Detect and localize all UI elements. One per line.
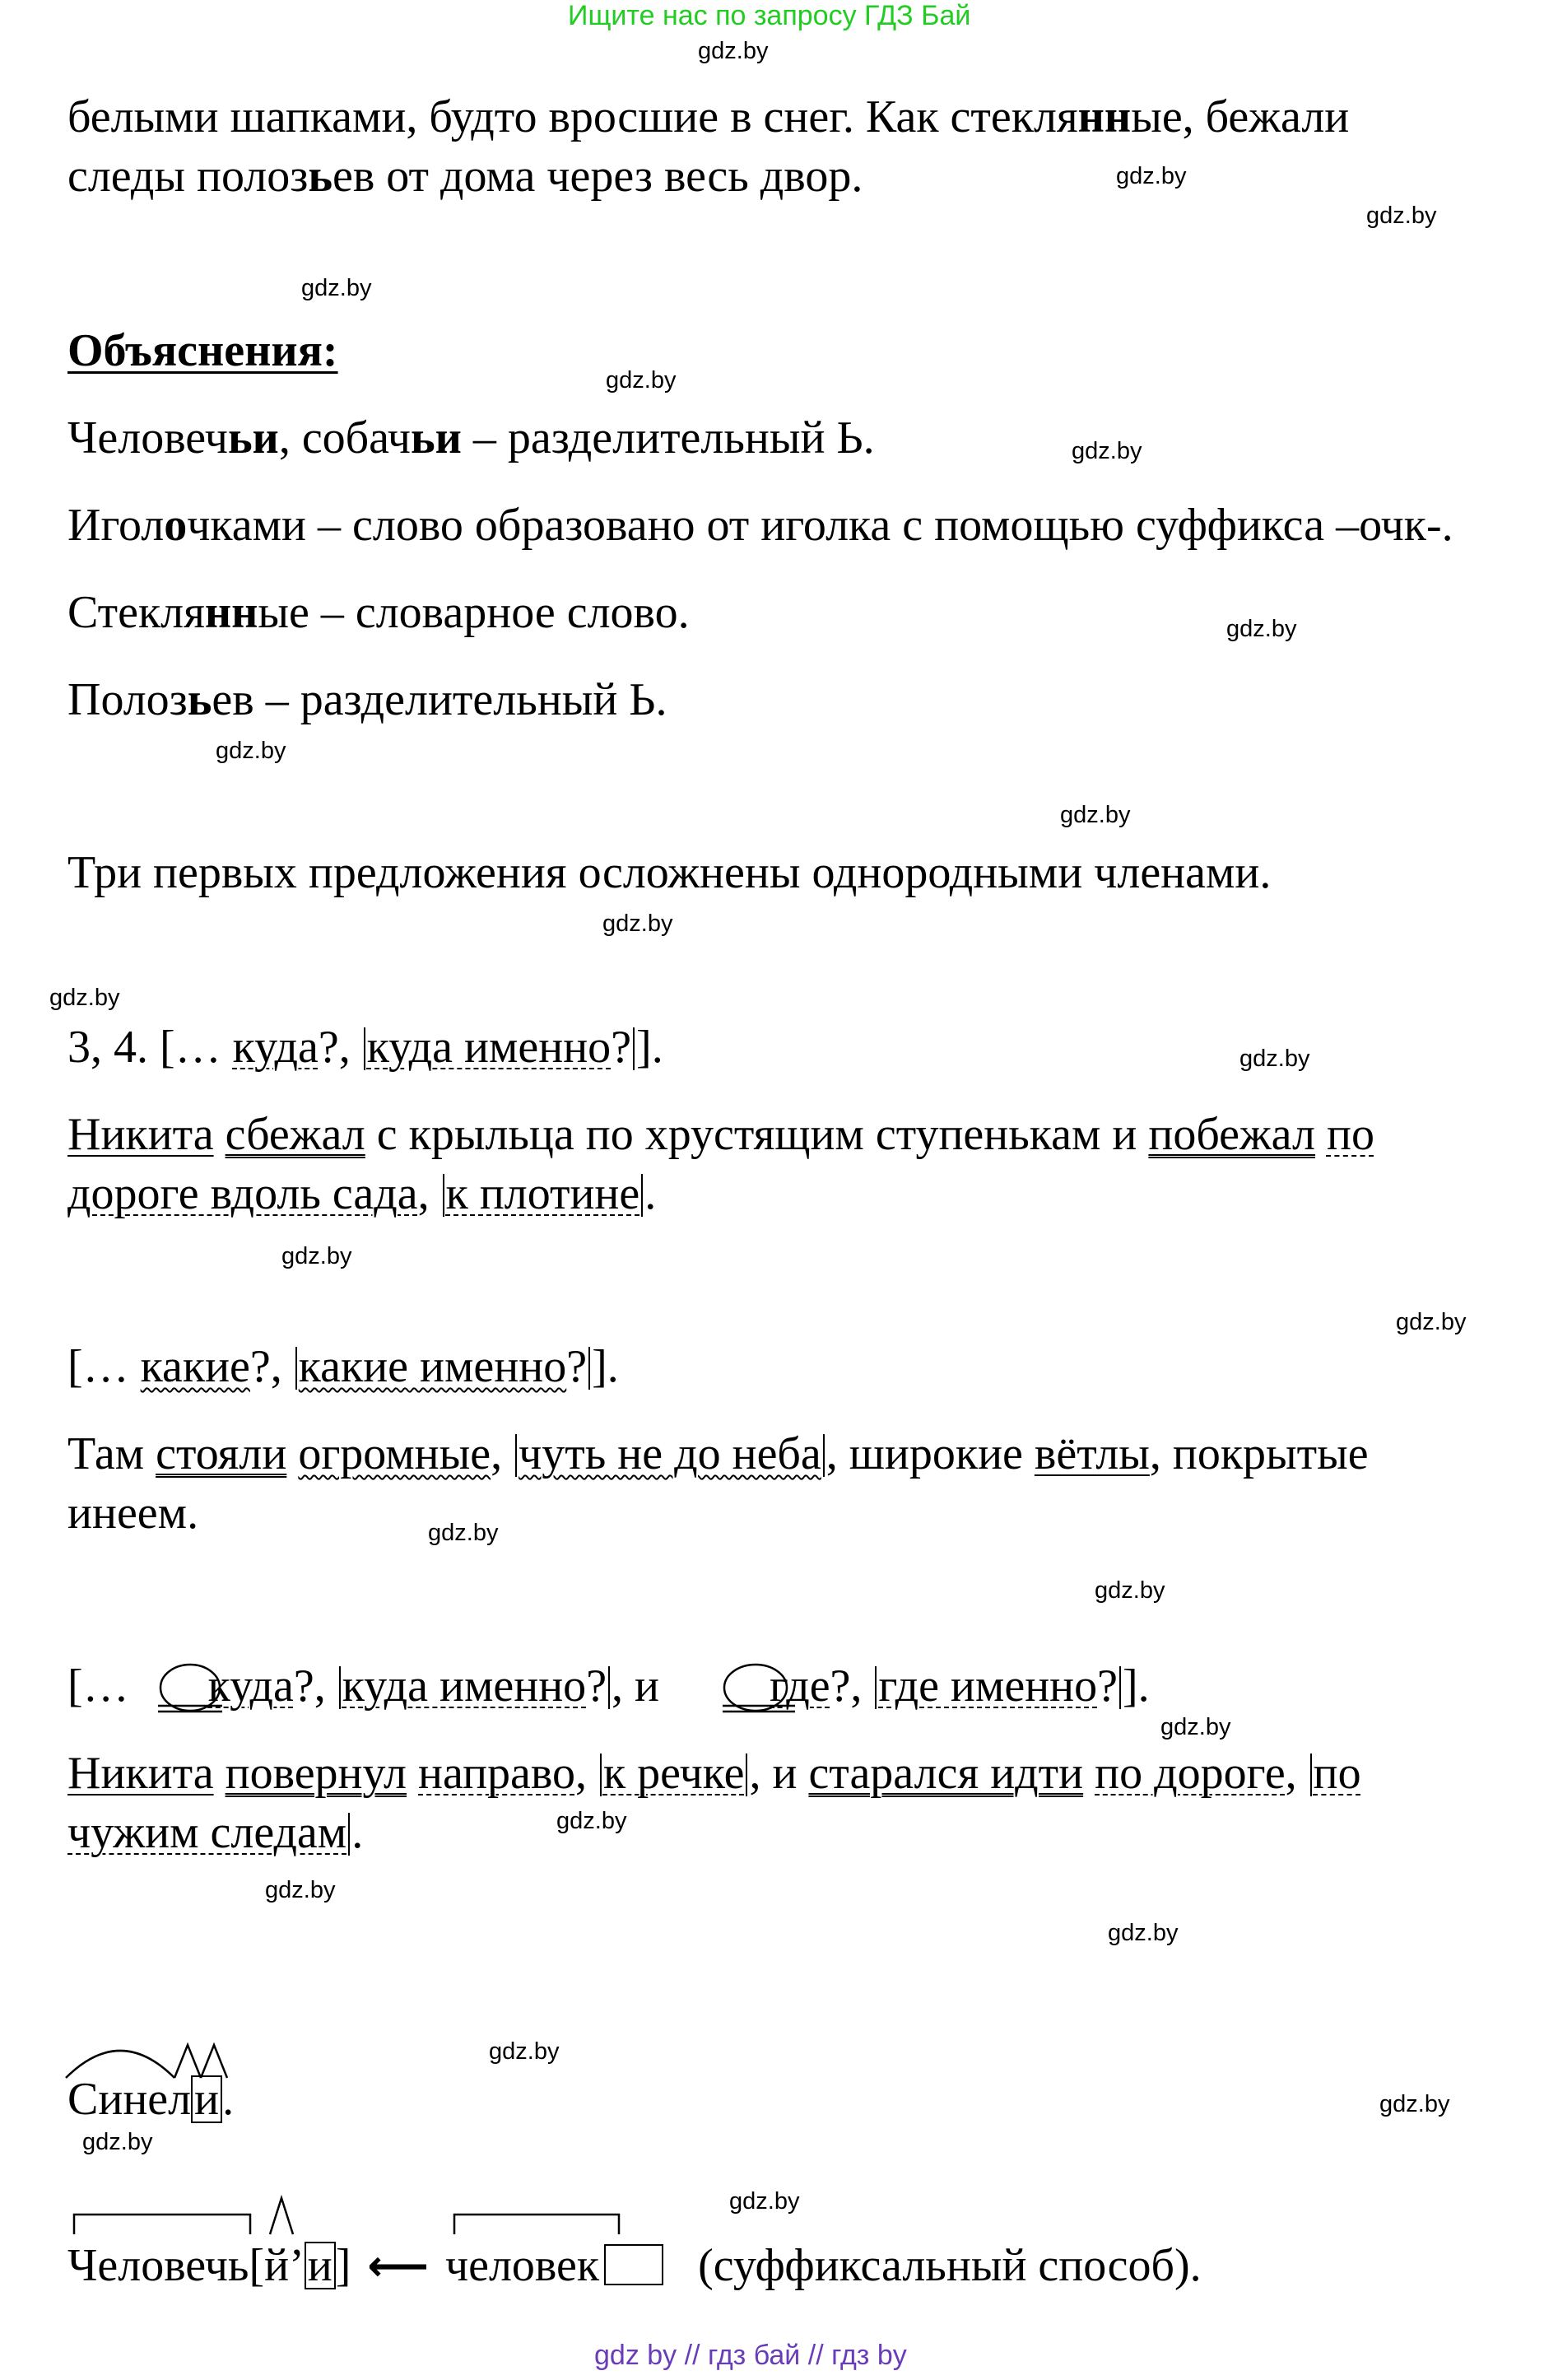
s3-scheme-bar-1 (339, 1666, 341, 1709)
e1-mid: , собач (278, 412, 411, 463)
s1-scheme-bar-open (364, 1027, 365, 1070)
s3-scheme-bar-2 (608, 1666, 610, 1709)
s2-scheme-close: ]. (592, 1341, 619, 1392)
s2-appos-bar-open (515, 1434, 517, 1477)
s2-scheme-q2: какие именно (298, 1341, 567, 1392)
s1-middle: с крыльца по хрустящим ступенькам и (365, 1109, 1149, 1160)
watermark-22: gdz.by (82, 2129, 153, 2155)
e3-pre: Стекля (67, 587, 205, 638)
s3-c2: , и (749, 1748, 809, 1799)
s3-scheme-q3: где (770, 1660, 830, 1712)
morph-2-line (67, 2236, 1202, 2296)
s3-adverb-2: по дороге (1095, 1748, 1286, 1799)
text-line-2-bold: ь (308, 151, 333, 202)
s2-adjective: огромные (298, 1428, 491, 1479)
s3-c1: , (574, 1748, 598, 1799)
s3-verb-2: старался идти (808, 1748, 1084, 1799)
e1-bold-1: ьи (227, 412, 279, 463)
s1-scheme-q2: куда именно (366, 1022, 612, 1073)
s3-scheme (67, 1656, 1150, 1716)
watermark-21: gdz.by (1379, 2091, 1450, 2117)
s2-line-1 (67, 1424, 1369, 1483)
e4-post: ев – разделительный Ь. (212, 674, 667, 725)
s3-c3: , (1285, 1748, 1309, 1799)
s3-scheme-bar-4 (1119, 1666, 1121, 1709)
s3-scheme-end: ]. (1123, 1660, 1150, 1712)
s3-scheme-close: ? (1097, 1660, 1118, 1712)
s3-verb-1: повернул (225, 1748, 407, 1799)
text-line-2 (67, 147, 863, 206)
watermark-16: gdz.by (1160, 1714, 1231, 1740)
watermark-6: gdz.by (1226, 616, 1297, 642)
morph-2-root-bracket (74, 2215, 250, 2234)
e1-bold-2: ьи (410, 412, 462, 463)
explanation-3 (67, 583, 690, 642)
morph-2-bracket-close: ] (335, 2240, 351, 2291)
morph-1-dot: . (222, 2074, 235, 2125)
s2-line-2: инеем. (67, 1488, 199, 1539)
s1-verb-1: сбежал (225, 1109, 365, 1160)
watermark-15: gdz.by (1095, 1577, 1165, 1604)
e2-bold: о (164, 500, 188, 551)
s1-line-2 (67, 1164, 656, 1223)
s3-scheme-mid3: ?, (830, 1660, 874, 1712)
s2-scheme-end: ? (566, 1341, 588, 1392)
watermark-11: gdz.by (1239, 1046, 1310, 1072)
watermark-10: gdz.by (49, 985, 120, 1011)
s1-scheme-close: ]. (636, 1022, 663, 1073)
s2-scheme-mid: ?, (249, 1341, 294, 1392)
watermark-3: gdz.by (301, 275, 372, 301)
s3-scheme-mid1: ?, (293, 1660, 337, 1712)
s1-adverbial-end: дороге вдоль сада (67, 1168, 418, 1219)
s2-apposition: чуть не до неба (519, 1428, 821, 1479)
morph-2-suffix-caret (270, 2198, 293, 2234)
s2-c2: , широкие (825, 1428, 1035, 1479)
s3-scheme-bar-3 (875, 1666, 877, 1709)
text-line-1-bold: нн (1077, 91, 1132, 142)
s1-subject: Никита (67, 1109, 214, 1160)
watermark-2: gdz.by (1366, 203, 1437, 229)
s1-apposition: к плотине (445, 1168, 640, 1219)
footer-links[interactable]: gdz by // гдз бай // гдз by (594, 2340, 907, 2371)
morph-2-base-root-bracket (454, 2215, 619, 2234)
watermark-20: gdz.by (489, 2038, 560, 2065)
s2-scheme-bar-open (295, 1347, 297, 1390)
morph-2-note: (суффиксальный способ). (698, 2240, 1202, 2291)
s3-scheme-and: , и (612, 1660, 672, 1712)
e3-post: ые – словарное слово. (258, 587, 690, 638)
s3-apposition-1: к речке (602, 1748, 745, 1799)
watermark-17: gdz.by (556, 1808, 627, 1834)
s2-scheme-bar-close (588, 1347, 590, 1390)
watermark-8: gdz.by (1060, 802, 1131, 828)
text-line-1 (67, 87, 1349, 147)
explanation-1 (67, 408, 875, 468)
s2-verb: стояли (156, 1428, 287, 1479)
watermark-14: gdz.by (428, 1520, 499, 1546)
watermark-13: gdz.by (1396, 1309, 1467, 1335)
s1-appos-bar-close (641, 1174, 643, 1217)
s3-scheme-q2: куда именно (342, 1660, 587, 1712)
s2-sp (286, 1428, 298, 1479)
s1-line-2-dot: . (644, 1168, 657, 1219)
s3-line-2-dot: . (351, 1807, 364, 1858)
watermark-23: gdz.by (729, 2188, 800, 2215)
explanation-4 (67, 670, 667, 729)
s2-subject: вётлы (1034, 1428, 1150, 1479)
s1-appos-bar-open (443, 1174, 444, 1217)
watermark-5: gdz.by (1072, 438, 1142, 464)
text-line-2-b: ев от дома через весь двор. (332, 151, 863, 202)
s1-verb-2: побежал (1148, 1109, 1315, 1160)
s3-scheme-mid2: ? (586, 1660, 607, 1712)
s1-scheme-end: ? (611, 1022, 632, 1073)
morph-2-zero-ending (604, 2244, 663, 2285)
e4-pre: Полоз (67, 674, 188, 725)
s3-adverb-1: направо (418, 1748, 575, 1799)
morph-2-jot: й’ (264, 2240, 305, 2291)
watermark-7: gdz.by (216, 738, 286, 764)
s1-scheme-mid: ?, (318, 1022, 362, 1073)
s2-comma: , (491, 1428, 514, 1479)
morph-2-word: Человечь (67, 2240, 249, 2291)
morph-2-base: человек (444, 2240, 600, 2291)
s2-scheme-prefix: [… (67, 1341, 141, 1392)
s1-scheme (67, 1018, 663, 1077)
top-banner[interactable]: Ищите нас по запросу ГДЗ Бай (568, 0, 971, 31)
s2-scheme-q1: какие (140, 1341, 250, 1392)
watermark-4: gdz.by (606, 367, 677, 394)
explanations-heading: Объяснения: (67, 325, 338, 376)
s3-apposition-2-start: по (1313, 1748, 1361, 1799)
morph-2-ending: и (305, 2242, 336, 2289)
e2-post: чками – слово образовано от иголка с помощью суффикса –очк-. (187, 500, 1453, 551)
morph-1-ending: и (191, 2075, 222, 2123)
s3-apposition-2-end: чужим следам (67, 1807, 347, 1858)
s3-scheme-q1: куда (207, 1660, 294, 1712)
s3-appos1-bar-open (600, 1754, 602, 1796)
explanation-summary: Три первых предложения осложнены однородными членами. (67, 847, 1272, 898)
e2-pre: Игол (67, 500, 165, 551)
s1-scheme-q1: куда (232, 1022, 319, 1073)
s1-scheme-prefix: 3, 4. [… (67, 1022, 233, 1073)
e4-bold: ь (187, 674, 212, 725)
e1-pre: Человеч (67, 412, 228, 463)
watermark-1: gdz.by (1116, 163, 1187, 189)
text-line-2-a: следы полоз (67, 151, 309, 202)
s3-subject: Никита (67, 1748, 214, 1799)
s3-scheme-q4: где именно (878, 1660, 1098, 1712)
s1-scheme-bar-close (633, 1027, 635, 1070)
s3-line-2 (67, 1803, 363, 1862)
s3-scheme-circle-2 (718, 1660, 797, 1717)
text-line-1-b: ые, бежали (1131, 91, 1350, 142)
s3-line-1 (67, 1744, 1361, 1803)
s2-w1: Там (67, 1428, 156, 1479)
morph-2-arrow-icon: ⟵ (367, 2242, 429, 2291)
watermark-19: gdz.by (1108, 1920, 1179, 1946)
s1-adverbial-start: по (1326, 1109, 1374, 1160)
s2-scheme (67, 1337, 619, 1396)
s1-line-1 (67, 1105, 1374, 1164)
s2-post: , покрытые (1149, 1428, 1369, 1479)
watermark-18: gdz.by (265, 1877, 336, 1903)
s3-appos2-bar-close (348, 1813, 350, 1856)
text-line-1-a: белыми шапками, будто вросшие в снег. Как стекля (67, 91, 1078, 142)
banner-site-watermark: gdz.by (698, 38, 769, 64)
s3-scheme-circle-1 (156, 1660, 224, 1717)
morph-1-root: Синел (67, 2074, 192, 2125)
s3-appos2-bar-open (1310, 1754, 1312, 1796)
e3-bold: нн (204, 587, 258, 638)
s3-scheme-prefix: [… (67, 1660, 141, 1712)
explanation-2 (67, 496, 1453, 555)
morph-1-word (67, 2070, 234, 2129)
morph-2-bracket-open: [ (249, 2240, 265, 2291)
s2-appos-bar-close (823, 1434, 825, 1477)
e1-post: – разделительный Ь. (461, 412, 875, 463)
watermark-12: gdz.by (281, 1243, 352, 1269)
s3-appos1-bar-close (746, 1754, 747, 1796)
s1-line-2-comma: , (417, 1168, 441, 1219)
watermark-9: gdz.by (602, 911, 673, 937)
